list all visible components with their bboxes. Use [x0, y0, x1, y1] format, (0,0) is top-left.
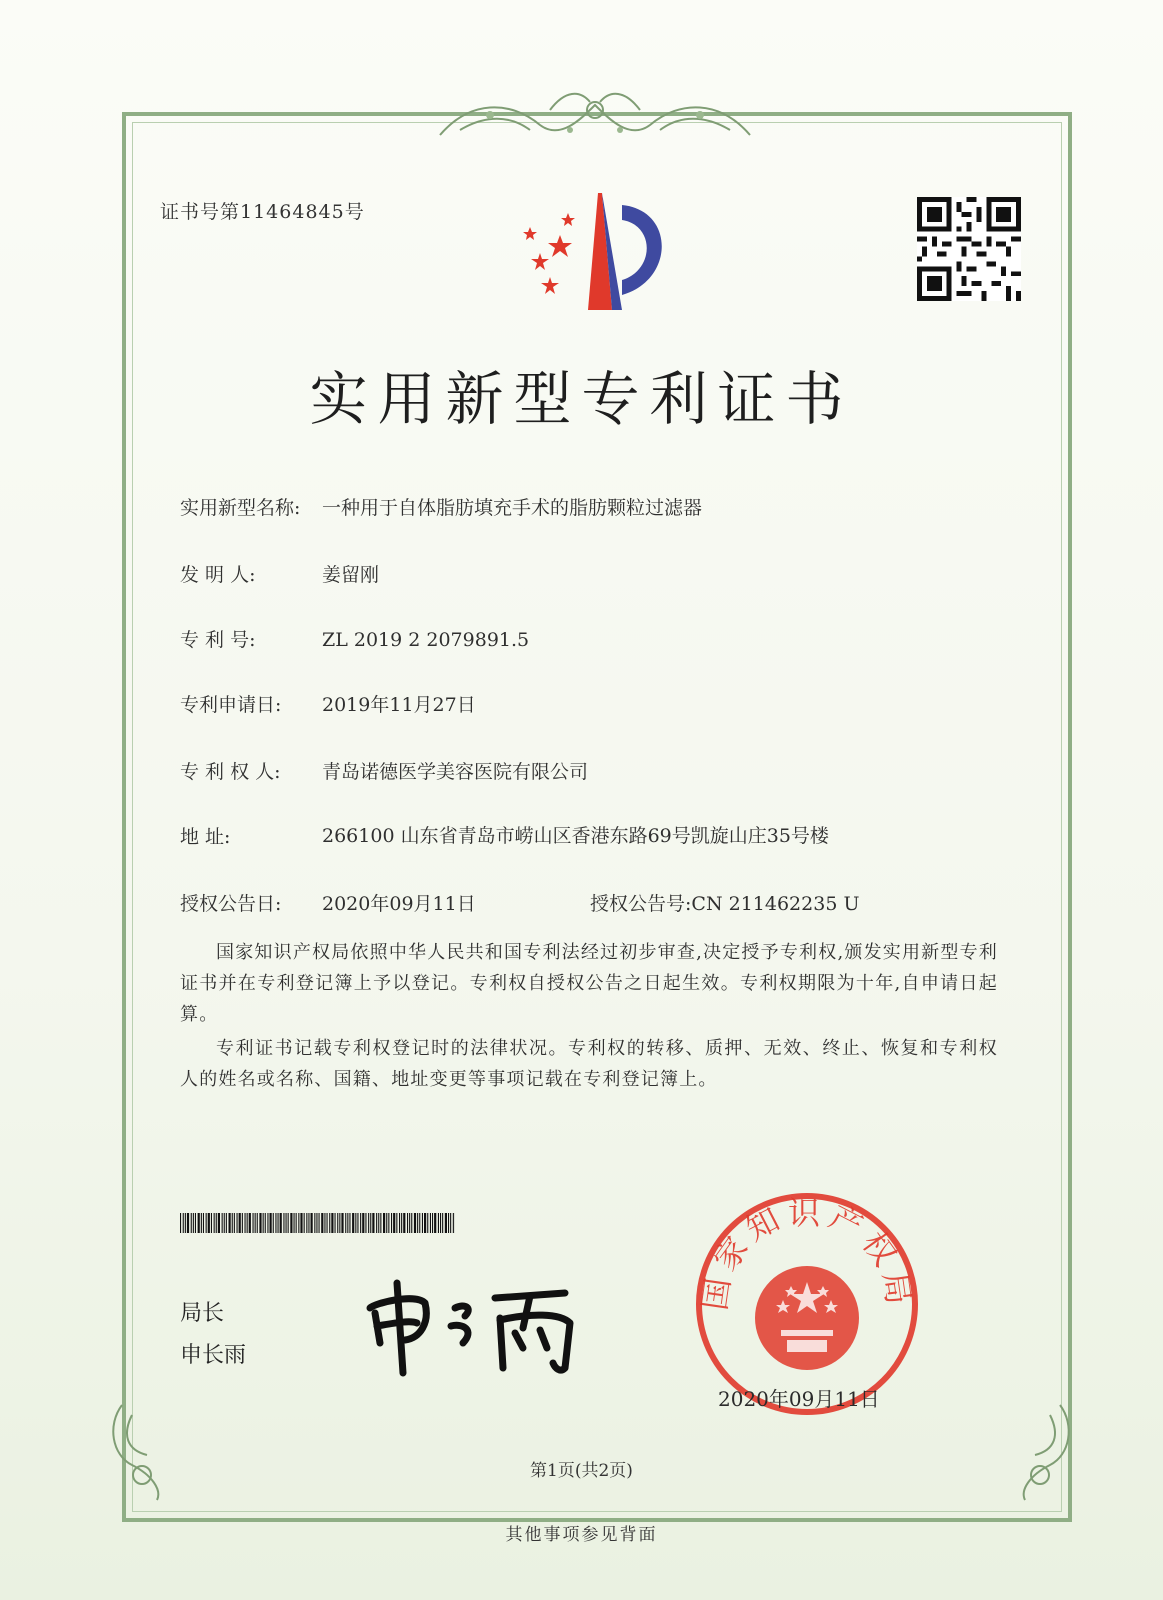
- field-inventor: [180, 560, 379, 587]
- field-label: 地 址:: [180, 826, 231, 848]
- qr-code-icon: [917, 197, 1021, 301]
- field-value: 姜留刚: [322, 564, 380, 586]
- field-value: CN 211462235 U: [691, 893, 860, 915]
- director-title: 局长: [180, 1301, 225, 1326]
- statement-paragraph: 国家知识产权局依照中华人民共和国专利法经过初步审查,决定授予专利权,颁发实用新型专利证书并在专利登记簿上予以登记。专利权自授权公告之日起生效。专利权期限为十年,自申请日起算。: [180, 942, 998, 1025]
- barcode-icon: [180, 1213, 455, 1233]
- field-patentee: [180, 757, 588, 784]
- seal-date: 2020年09月11日: [718, 1387, 880, 1411]
- top-ornament-icon: [430, 80, 760, 150]
- field-label: 实用新型名称:: [180, 497, 301, 519]
- field-label: 专 利 号:: [180, 629, 256, 651]
- field-value: 266100 山东省青岛市崂山区香港东路69号凯旋山庄35号楼: [322, 825, 829, 847]
- field-label: 授权公告日:: [180, 893, 282, 915]
- field-label: 发 明 人:: [180, 564, 256, 586]
- field-utility-model-name: [180, 493, 702, 520]
- field-application-date: [180, 690, 476, 717]
- field-announcement-date: [180, 889, 476, 916]
- field-patent-number: [180, 625, 529, 652]
- patent-office-logo-icon: [510, 185, 685, 320]
- certificate-number: 证书号第11464845号: [160, 201, 365, 223]
- certificate-title: 实用新型专利证书: [309, 365, 854, 433]
- footer-note: 其他事项参见背面: [505, 1525, 658, 1545]
- director-name: 申长雨: [180, 1343, 247, 1368]
- seal-text: 国家知识产权局: [695, 1194, 919, 1313]
- field-value: 2019年11月27日: [322, 694, 476, 716]
- field-label: 专 利 权 人:: [180, 761, 281, 783]
- field-value: 一种用于自体脂肪填充手术的脂肪颗粒过滤器: [322, 497, 703, 519]
- field-address: [180, 822, 882, 850]
- statement-paragraph: 专利证书记载专利权登记时的法律状况。专利权的转移、质押、无效、终止、恢复和专利权人的姓名或名称、国籍、地址变更等事项记载在专利登记簿上。: [180, 1038, 998, 1090]
- field-label: 授权公告号:: [590, 893, 692, 915]
- corner-ornament-icon: [102, 1395, 192, 1505]
- corner-ornament-icon: [990, 1395, 1080, 1505]
- field-announcement-number: [590, 889, 859, 916]
- field-label: 专利申请日:: [180, 694, 282, 716]
- field-value: ZL 2019 2 2079891.5: [322, 629, 530, 651]
- field-value: 2020年09月11日: [322, 893, 476, 915]
- inner-border: [132, 122, 1062, 1512]
- page-number: 第1页(共2页): [530, 1461, 633, 1481]
- handwritten-signature: [355, 1268, 595, 1378]
- field-value: 青岛诺德医学美容医院有限公司: [322, 761, 589, 783]
